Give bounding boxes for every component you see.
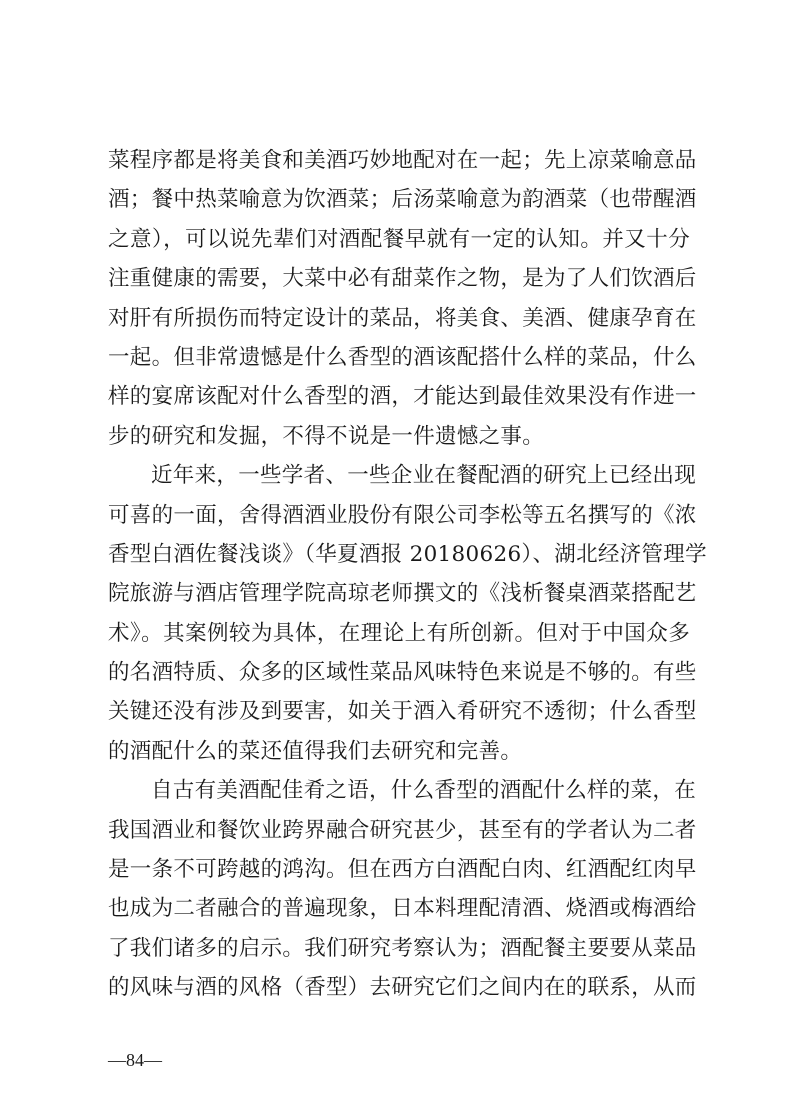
text-line: 的名酒特质、众多的区域性菜品风味特色来说是不够的。有些 [108,660,697,686]
text-line: 术》。其案例较为具体，在理论上有所创新。但对于中国众多 [108,620,690,646]
paragraph-first-line: 近年来，一些学者、一些企业在餐配酒的研究上已经出现 [151,463,697,489]
text-line: 一起。但非常遗憾是什么香型的酒该配搭什么样的菜品，什么 [108,344,697,370]
text-line: 的风味与酒的风格（香型）去研究它们之间内在的联系，从而 [108,975,697,1001]
text-line: 对肝有所损伤而特定设计的菜品，将美食、美酒、健康孕育在 [108,305,697,331]
text-line: 也成为二者融合的普遍现象，日本料理配清酒、烧酒或梅酒给 [108,896,697,922]
text-line: 的酒配什么的菜还值得我们去研究和完善。 [108,738,523,764]
text-line: 之意），可以说先辈们对酒配餐早就有一定的认知。并又十分 [108,226,690,252]
text-line: 可喜的一面，舍得酒酒业股份有限公司李松等五名撰写的《浓 [108,502,697,528]
text-line: 关键还没有涉及到要害，如关于酒入肴研究不透彻；什么香型 [108,699,697,725]
text-line: 我国酒业和餐饮业跨界融合研究甚少，甚至有的学者认为二者 [108,817,697,843]
text-line: 样的宴席该配对什么香型的酒，才能达到最佳效果没有作进一 [108,384,697,410]
text-line: 菜程序都是将美食和美酒巧妙地配对在一起；先上凉菜喻意品 [108,148,697,173]
body-text [108,141,707,1008]
paragraph-first-line: 自古有美酒配佳肴之语，什么香型的酒配什么样的菜，在 [151,778,697,804]
page-number: —84— [108,1050,162,1070]
text-line: 酒；餐中热菜喻意为饮酒菜；后汤菜喻意为韵酒菜（也带醒酒 [108,187,697,213]
text-line: 了我们诸多的启示。我们研究考察认为；酒配餐主要要从菜品 [108,935,697,961]
text-line: 是一条不可跨越的鸿沟。但在西方白酒配白肉、红酒配红肉早 [108,857,697,883]
text-line: 院旅游与酒店管理学院高琼老师撰文的《浅析餐桌酒菜搭配艺 [108,581,697,607]
text-line: 注重健康的需要，大菜中必有甜菜作之物，是为了人们饮酒后 [108,266,697,292]
text-line: 香型白酒佐餐浅谈》（华夏酒报 20180626）、湖北经济管理学 [108,541,707,567]
text-line: 步的研究和发掘，不得不说是一件遗憾之事。 [108,423,545,449]
